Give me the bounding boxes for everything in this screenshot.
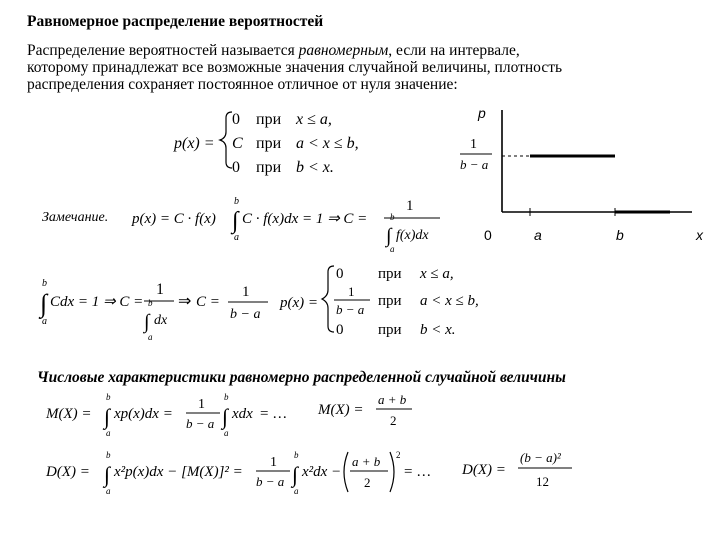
variance-int2: x²dx −: [302, 464, 342, 480]
variance-square: 2: [396, 450, 401, 460]
y-tick-num: 1: [470, 137, 477, 152]
intro-text-before: Распределение вероятностей называется: [27, 42, 299, 59]
density-formula: [170, 104, 400, 180]
density-row2-word: при: [256, 135, 282, 152]
mean-formula: [44, 388, 304, 444]
final-row2-num: 1: [348, 284, 355, 299]
section-subtitle: Числовые характеристики равномерно распределенной случайной величины: [37, 369, 566, 386]
final-row2-den: b − a: [336, 302, 365, 317]
variance-paren-den: 2: [364, 475, 371, 490]
mean-frac-num: 1: [198, 397, 205, 412]
intro-text-after: , если на интервале, которому принадлежат все возможные значения случайной величины, плотность распределения сохраняет постоянное отличное от нуля значение:: [27, 42, 563, 93]
x-tick-a-label: a: [534, 227, 542, 243]
variance-integral-sign-2: ∫: [292, 462, 299, 487]
remark-frac-den: f(x)dx: [396, 228, 429, 243]
variance-result: [460, 446, 590, 494]
final-density-formula: [278, 260, 498, 346]
deriv-frac-den: dx: [154, 313, 168, 328]
deriv-integral-sign: ∫: [40, 289, 48, 318]
mean-lhs: M(X) =: [46, 406, 92, 422]
mean-integral-sign-2: ∫: [222, 404, 229, 429]
final-density-lhs: p(x) =: [280, 295, 319, 311]
remark-frac-num: 1: [406, 198, 414, 214]
variance-frac-num: 1: [270, 455, 277, 470]
remark-lower-limit: a: [234, 232, 239, 243]
deriv-den-integral-sign: ∫: [144, 311, 150, 333]
origin-label: 0: [484, 227, 492, 243]
density-row3-word: при: [256, 159, 282, 176]
variance-result-lhs: D(X) =: [462, 462, 506, 478]
deriv-den-lower: a: [148, 332, 153, 342]
mean-tail: = …: [260, 406, 288, 422]
intro-emphasis: равномерным: [298, 42, 389, 59]
remark-label: Замечание.: [42, 210, 109, 225]
variance-int1: x²p(x)dx − [M(X)]² =: [114, 464, 243, 480]
density-row1-value: 0: [232, 111, 240, 128]
density-brace: [220, 112, 232, 168]
final-row3-cond: b < x.: [420, 322, 456, 338]
variance-tail: = …: [404, 464, 432, 480]
final-row2-word: при: [378, 293, 402, 309]
mean-lower-2: a: [224, 428, 229, 438]
derivation-formula: [36, 266, 276, 346]
final-row1-cond: x ≤ a,: [420, 266, 454, 282]
final-row3-value: 0: [336, 322, 344, 338]
density-lhs: p(x) =: [174, 135, 215, 152]
remark-den-lower: a: [390, 244, 395, 254]
remark-integral-sign: ∫: [232, 208, 239, 234]
final-row1-value: 0: [336, 266, 344, 282]
density-graph: [460, 104, 710, 244]
mean-int1: xp(x)dx =: [114, 406, 173, 422]
mean-result: [316, 390, 426, 434]
variance-result-den: 12: [536, 474, 549, 489]
deriv-c-den: b − a: [230, 307, 261, 322]
remark-den-upper: b: [390, 212, 395, 222]
density-row1-word: при: [256, 111, 282, 128]
variance-right-paren: [390, 452, 394, 492]
variance-frac-den: b − a: [256, 474, 285, 489]
y-tick-den: b − a: [460, 157, 489, 172]
final-row2-cond: a < x ≤ b,: [420, 293, 479, 309]
variance-integral-sign-1: ∫: [104, 462, 111, 487]
deriv-arrow: ⇒: [178, 293, 192, 310]
mean-result-num: a + b: [378, 392, 407, 407]
deriv-upper-limit: b: [42, 278, 47, 289]
variance-formula: [44, 446, 444, 506]
remark-lhs: p(x) = C · f(x): [132, 211, 216, 227]
deriv-frac-num: 1: [156, 281, 164, 298]
intro-paragraph: [27, 42, 567, 93]
page-title: Равномерное распределение вероятностей: [27, 13, 324, 30]
mean-result-lhs: M(X) =: [318, 402, 364, 418]
mean-upper-2: b: [224, 392, 229, 402]
mean-upper-1: b: [106, 392, 111, 402]
mean-int2: xdx: [232, 406, 253, 422]
deriv-integral: Cdx = 1 ⇒ C =: [50, 294, 144, 310]
density-row2-value: C: [232, 135, 243, 152]
deriv-c-eq: C =: [196, 294, 220, 310]
mean-lower-1: a: [106, 428, 111, 438]
final-row1-word: при: [378, 266, 402, 282]
variance-upper-2: b: [294, 450, 299, 460]
variance-lower-2: a: [294, 486, 299, 496]
mean-integral-sign-1: ∫: [104, 404, 111, 429]
density-row1-cond: x ≤ a,: [296, 111, 332, 128]
variance-lower-1: a: [106, 486, 111, 496]
mean-frac-den: b − a: [186, 416, 215, 431]
remark-upper-limit: b: [234, 196, 239, 207]
remark-den-integral-sign: ∫: [386, 225, 392, 247]
final-density-brace: [322, 266, 334, 332]
deriv-lower-limit: a: [42, 316, 47, 327]
y-axis-label: p: [478, 105, 486, 121]
density-row3-cond: b < x.: [296, 159, 334, 176]
variance-upper-1: b: [106, 450, 111, 460]
deriv-c-num: 1: [242, 284, 250, 300]
density-row2-cond: a < x ≤ b,: [296, 135, 359, 152]
x-axis-label: x: [696, 227, 703, 243]
density-row3-value: 0: [232, 159, 240, 176]
variance-paren-num: a + b: [352, 454, 381, 469]
variance-left-paren: [344, 452, 348, 492]
remark-formula: [128, 190, 458, 254]
final-row3-word: при: [378, 322, 402, 338]
remark-integral: C · f(x)dx = 1 ⇒ C =: [242, 211, 368, 227]
mean-result-den: 2: [390, 413, 397, 428]
variance-lhs: D(X) =: [46, 464, 90, 480]
variance-result-num: (b − a)²: [520, 450, 561, 465]
x-tick-b-label: b: [616, 227, 624, 243]
deriv-den-upper: b: [148, 298, 153, 308]
